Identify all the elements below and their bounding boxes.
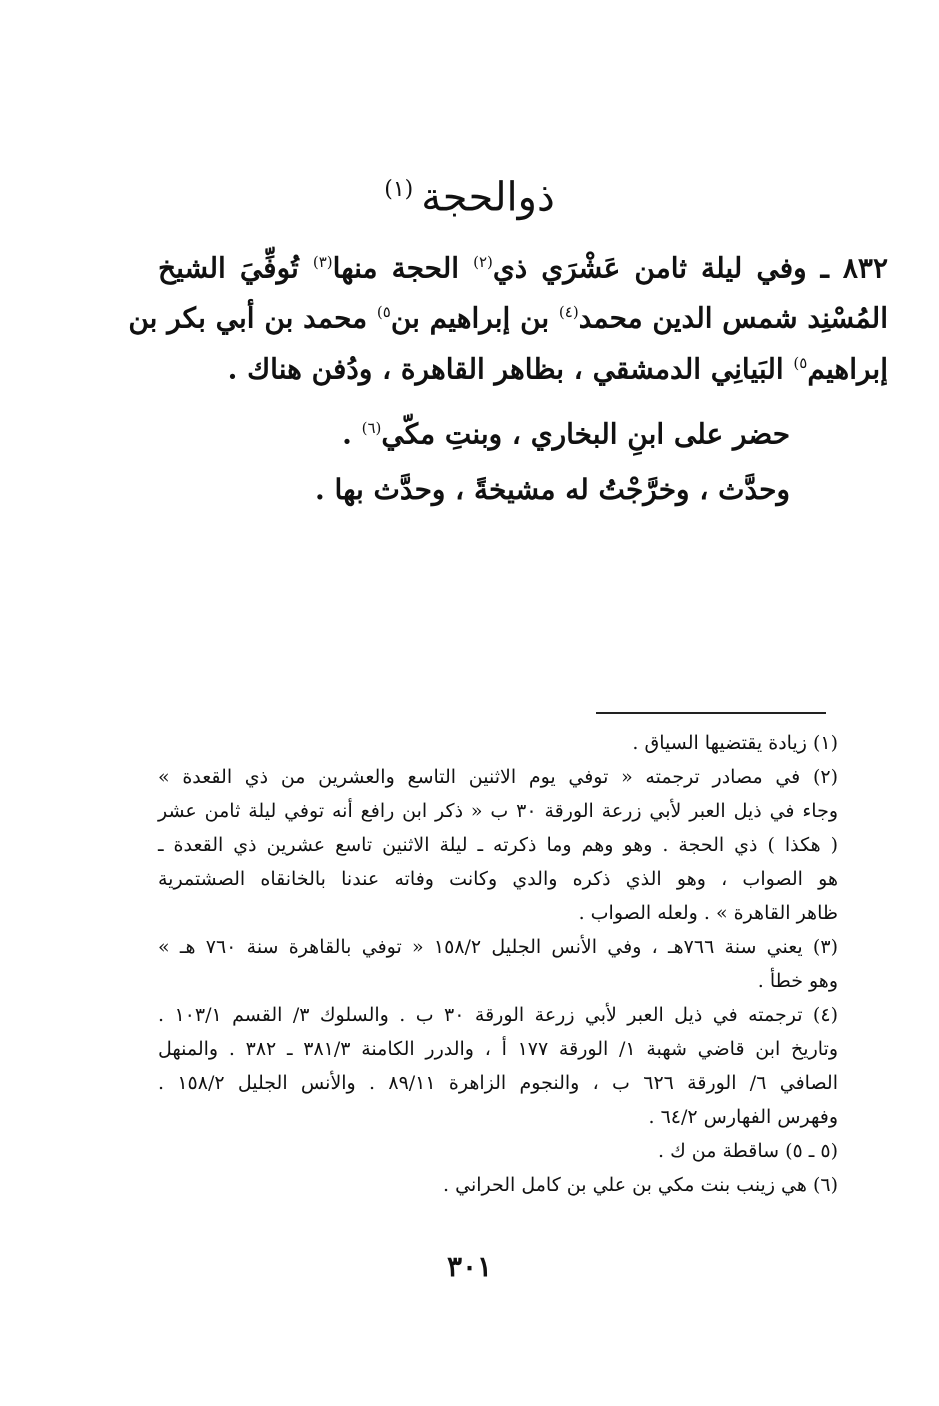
entry-line-text: الحجة منها [332,251,474,285]
page-number: ٣٠١ [446,1250,493,1283]
detail-line-1 [180,400,790,462]
detail-text: . [342,417,362,451]
note-marker: ٥) [793,353,808,372]
footnote-line: (٥ ـ ٥) ساقطة من ك . [658,1140,838,1162]
entry-line-text: البَيانِي الدمشقي ، بظاهر القاهرة ، ودُفن هناك . [227,351,794,385]
footnotes [158,726,838,1202]
entry-line-text: إبراهيم [807,351,888,385]
entry-line-1 [158,240,888,290]
footnote-line: (١) زيادة يقتضيها السياق . [632,732,838,754]
entry-line-text: تُوفِّيَ الشيخ [158,251,313,285]
footnote-line: (٦) هي زينب بنت مكي بن علي بن كامل الحراني . [443,1174,838,1196]
footnote-line: وتاريخ ابن قاضي شهبة ١/ الورقة ١٧٧ أ ، والدرر الكامنة ٣٨١/٣ ـ ٣٨٢ . والمنهل [158,1038,838,1060]
footnote-line: ظاهر القاهرة » . ولعله الصواب . [578,902,838,924]
footnote-line: وجاء في ذيل العبر لأبي زرعة الورقة ٣٠ ب « ذكر ابن رافع أنه توفي ليلة ثامن عشر [158,800,839,822]
footnote-line: وهو خطأ . [757,970,838,992]
footnote-divider [596,712,826,714]
footnote-line: ( هكذا ) ذي الحجة . وهو وهم وما ذكرته ـ ليلة الاثنين تاسع عشرين ذي القعدة ـ [158,834,838,856]
note-marker: ٥) [376,303,391,322]
note-marker: (٤) [558,303,579,322]
entry-line-2 [128,290,888,340]
heading-text: ذوالحجة [421,174,555,221]
footnote-line: (٤) ترجمته في ذيل العبر لأبي زرعة الورقة ٣٠ ب . والسلوك ٣/ القسم ١٠٣/١ . [158,1004,838,1026]
entry-line-text: المُسْنِد شمس الدين محمد [578,301,888,335]
entry-line-text: بن إبراهيم بن [390,301,559,335]
chapter-heading [0,160,939,227]
note-marker: (٦) [361,419,382,437]
entry-details [180,400,790,518]
heading-note-marker: (١) [384,177,414,202]
entry-line-text: محمد بن أبي بكر بن [128,301,377,335]
footnote-line: (٣) يعني سنة ٧٦٦هـ ، وفي الأنس الجليل ١٥٨/٢ « توفي بالقاهرة سنة ٧٦٠ هـ » [158,936,838,958]
note-marker: (٣) [312,253,333,271]
detail-text: حضر على ابنِ البخاري ، وبنتِ مكّي [381,417,790,451]
footnote-line: (٢) في مصادر ترجمته « توفي يوم الاثنين التاسع والعشرين من ذي القعدة » [158,766,838,788]
footnote-line: وفهرس الفهارس ٦٤/٢ . [648,1106,838,1128]
footnote-line: هو الصواب ، وهو الذي ذكره والدي وكانت وفاته عندنا بالخانقاه الصشتمرية [158,868,838,890]
entry-line-3 [158,341,888,391]
entry-line-text: ـ وفي ليلة ثامن عَشْرَي ذي [492,251,829,285]
detail-line-2: وحدَّث ، وخرَّجْتُ له مشيخةً ، وحدَّث بها . [315,473,790,507]
note-marker: (٢) [473,253,493,271]
entry-number: ٨٣٢ [842,251,889,285]
entry-paragraph [128,240,889,391]
footnote-line: الصافي ٦/ الورقة ٦٢٦ ب ، والنجوم الزاهرة ٨٩/١١ . والأنس الجليل ١٥٨/٢ . [158,1072,838,1094]
